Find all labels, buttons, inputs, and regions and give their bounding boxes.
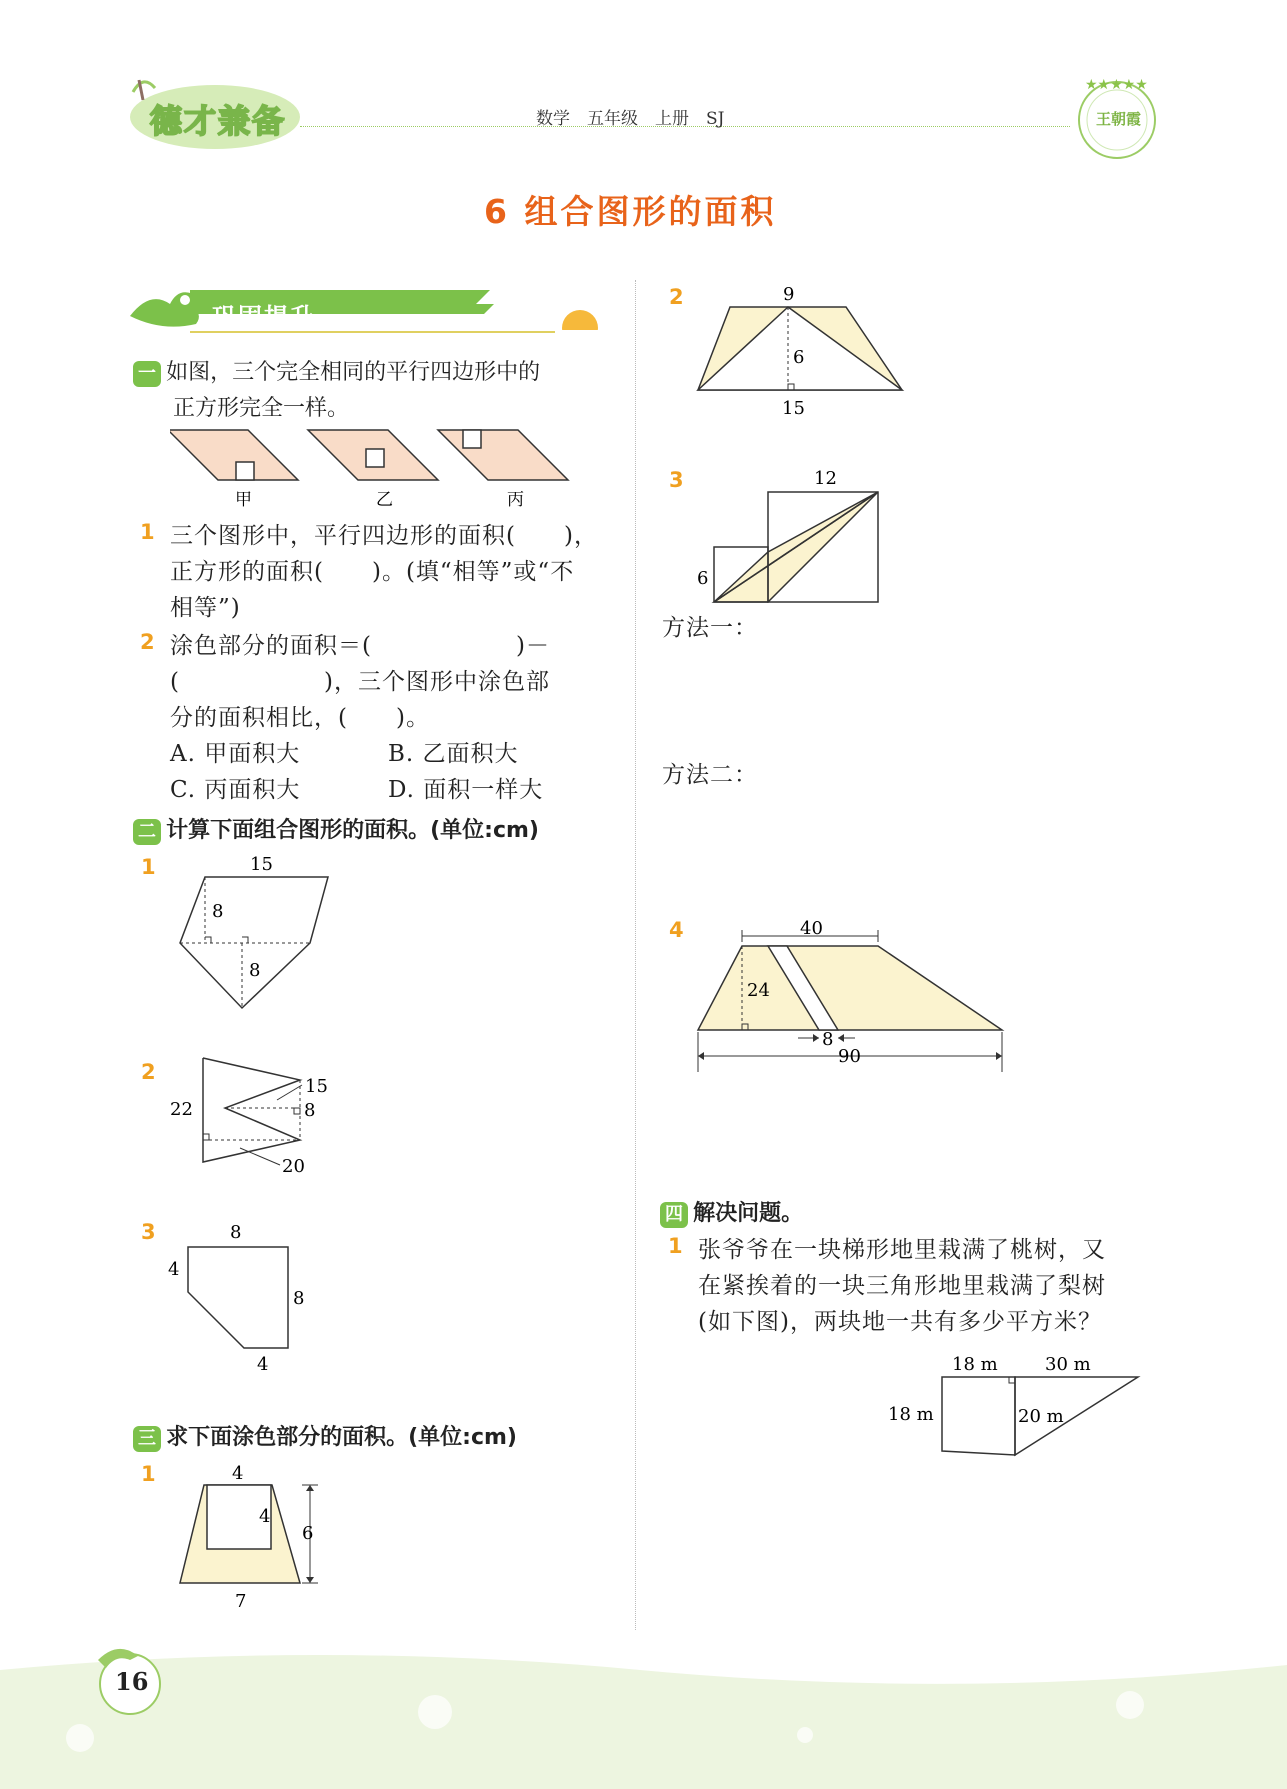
sec2-fig3-number: 3 (141, 1220, 156, 1244)
fig1-label-15: 15 (250, 854, 273, 875)
s3f1-label-4top: 4 (232, 1463, 244, 1484)
sec2-fig3 (160, 1215, 320, 1375)
page-title: 6 组合图形的面积 (484, 192, 777, 231)
s3f4-label-40: 40 (800, 918, 823, 939)
sec1-q1-line3: 相等”) (170, 595, 241, 621)
fig2-label-20: 20 (282, 1156, 305, 1177)
sec1-q2-line1: 涂色部分的面积＝( )－ (170, 633, 550, 659)
s3f2-label-6: 6 (793, 347, 805, 368)
s3f1-label-4side: 4 (259, 1506, 271, 1527)
fig2-label-8: 8 (304, 1100, 316, 1121)
subject-line: 数学 五年级 上册 SJ (536, 109, 725, 129)
s4-label-30: 30 m (1045, 1354, 1091, 1375)
sec4-badge: 四 (660, 1202, 688, 1228)
sec2-fig1 (170, 850, 340, 1020)
s3f2-label-9: 9 (783, 284, 795, 305)
sec4-q1-line3: (如下图)，两块地一共有多少平方米？ (698, 1309, 1102, 1335)
s4-label-18left: 18 m (888, 1404, 934, 1425)
s3f4-label-90: 90 (838, 1046, 861, 1067)
fig2-label-15: 15 (305, 1076, 328, 1097)
sec3-fig3 (690, 462, 890, 612)
sec4-q1-number: 1 (668, 1234, 683, 1258)
sec1-q1-line1: 三个图形中，平行四边形的面积( )， (170, 523, 598, 549)
fig1-label-8a: 8 (212, 901, 224, 922)
sec1-badge: 一 (133, 361, 161, 387)
sec3-fig1 (170, 1455, 330, 1615)
sec2-badge: 二 (133, 819, 161, 845)
sec2-header (133, 813, 539, 845)
column-divider (635, 280, 636, 1630)
sec1-q2-number: 2 (140, 630, 155, 654)
sec3-fig3-number: 3 (669, 468, 684, 492)
sec3-fig4-number: 4 (669, 918, 684, 942)
label-yi: 乙 (376, 490, 393, 510)
fig3-label-8top: 8 (230, 1222, 242, 1243)
s3f1-label-6: 6 (302, 1523, 314, 1544)
svg-text:★★★★★: ★★★★★ (1085, 77, 1148, 93)
sec4-q1-line1: 张爷爷在一块梯形地里栽满了桃树，又 (698, 1237, 1106, 1263)
s3f4-label-8: 8 (822, 1029, 834, 1050)
sec2-fig2 (165, 1050, 345, 1180)
method-one-label: 方法一： (662, 615, 758, 641)
s3f2-label-15: 15 (782, 398, 805, 419)
sec1-instruction-line1: 如图，三个完全相同的平行四边形中的 (166, 360, 541, 385)
sec1-q1-number: 1 (140, 520, 155, 544)
sec3-badge: 三 (133, 1426, 161, 1452)
sec2-fig1-number: 1 (141, 855, 156, 879)
sec4-instruction: 解决问题。 (693, 1201, 804, 1226)
s3f4-label-24: 24 (747, 980, 770, 1001)
section-banner-title: 巩固提升 (212, 303, 316, 331)
s4-label-18top: 18 m (952, 1354, 998, 1375)
sec1-q2-line2: ( )，三个图形中涂色部 (170, 669, 550, 695)
header (0, 0, 1287, 160)
s3f1-label-7: 7 (235, 1591, 247, 1612)
sec1-q2-line3: 分的面积相比，( )。 (170, 705, 430, 731)
option-c: C. 丙面积大 (170, 777, 301, 803)
sec4-fig (880, 1345, 1150, 1465)
parallelogram-jia (170, 430, 298, 480)
sec1-instruction-line2: 正方形完全一样。 (173, 396, 350, 421)
label-bing: 丙 (507, 490, 524, 510)
s3f3-label-6: 6 (697, 568, 709, 589)
sec1-header (133, 355, 623, 387)
option-b: B. 乙面积大 (388, 741, 519, 767)
fig3-label-4left: 4 (168, 1259, 180, 1280)
fig1-label-8b: 8 (249, 960, 261, 981)
sec3-fig4 (690, 912, 1015, 1077)
sec3-fig1-number: 1 (141, 1462, 156, 1486)
method-two-label: 方法二： (662, 762, 758, 788)
s3f3-label-12: 12 (814, 468, 837, 489)
page-number: 16 (115, 1667, 149, 1696)
parallelograms-figure (170, 425, 580, 510)
fig3-label-4bottom: 4 (257, 1354, 269, 1375)
footer-wave (0, 1640, 1287, 1789)
s4-label-20: 20 m (1018, 1406, 1064, 1427)
option-a: A. 甲面积大 (170, 741, 301, 767)
parallelogram-bing (438, 430, 568, 480)
sec3-header (133, 1420, 517, 1452)
fig2-label-22: 22 (170, 1099, 193, 1120)
sec4-q1-line2: 在紧挨着的一块三角形地里栽满了梨树 (698, 1273, 1106, 1299)
sec4-header (660, 1196, 803, 1228)
fig3-label-8right: 8 (293, 1288, 305, 1309)
sec2-instruction: 计算下面组合图形的面积。(单位:cm) (166, 818, 539, 843)
sec2-fig2-number: 2 (141, 1060, 156, 1084)
seal-text: 王朝霞 (1096, 110, 1142, 128)
brand-name: 德才兼备 (150, 102, 287, 140)
option-d: D. 面积一样大 (388, 777, 544, 803)
section-banner-graphic (130, 278, 610, 340)
sec3-fig2 (690, 280, 910, 420)
label-jia: 甲 (235, 490, 252, 510)
parallelogram-yi (308, 430, 438, 480)
sec3-fig2-number: 2 (669, 285, 684, 309)
sec3-instruction: 求下面涂色部分的面积。(单位:cm) (166, 1425, 517, 1450)
sec1-q1-line2: 正方形的面积( )。(填“相等”或“不 (170, 559, 575, 585)
